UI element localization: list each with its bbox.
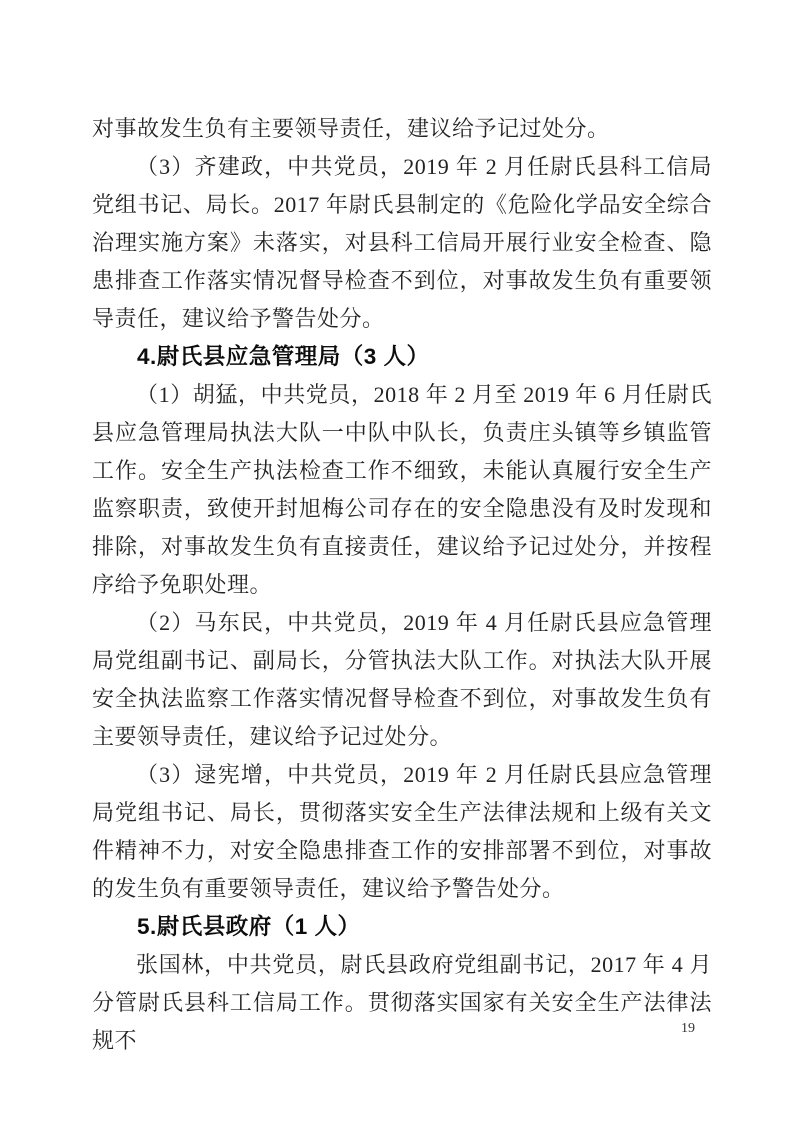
- body-paragraph-qi-jianzheng: （3）齐建政，中共党员，2019 年 2 月任尉氏县科工信局党组书记、局长。2017 年尉氏县制定的《危险化学品安全综合治理实施方案》未落实，对县科工信局开展行业安全检查、隐患排查工作落实情况督导检查不到位，对事故发生负有重要领导责任，建议给予警告处分。: [92, 154, 712, 331]
- body-paragraph-hu-meng: （1）胡猛，中共党员，2018 年 2 月至 2019 年 6 月任尉氏县应急管理局执法大队一中队中队长，负责庄头镇等乡镇监管工作。安全生产执法检查工作不细致，未能认真履行安全生产监察职责，致使开封旭梅公司存在的安全隐患没有及时发现和排除，对事故发生负有直接责任，建议给予记过处分，并按程序给予免职处理。: [92, 382, 712, 597]
- body-paragraph-ma-dongmin: （2）马东民，中共党员，2019 年 4 月任尉氏县应急管理局党组副书记、副局长，分管执法大队工作。对执法大队开展安全执法监察工作落实情况督导检查不到位，对事故发生负有主要领导责任，建议给予记过处分。: [92, 610, 712, 749]
- document-body: [92, 110, 712, 1060]
- section-heading-county-government: 5.尉氏县政府（1 人）: [137, 914, 361, 939]
- page-number: 19: [681, 1021, 695, 1036]
- body-paragraph-zhang-guolin: 张国林，中共党员，尉氏县政府党组副书记，2017 年 4 月分管尉氏县科工信局工作。贯彻落实国家有关安全生产法律法规不: [92, 952, 712, 1053]
- section-heading-emergency-bureau: 4.尉氏县应急管理局（3 人）: [137, 344, 430, 369]
- body-paragraph-lu-xianzeng: （3）逯宪增，中共党员，2019 年 2 月任尉氏县应急管理局党组书记、局长，贯彻落实安全生产法律法规和上级有关文件精神不力，对安全隐患排查工作的安排部署不到位，对事故的发生负有重要领导责任，建议给予警告处分。: [92, 762, 712, 901]
- body-paragraph-continuation: 对事故发生负有主要领导责任，建议给予记过处分。: [92, 116, 610, 141]
